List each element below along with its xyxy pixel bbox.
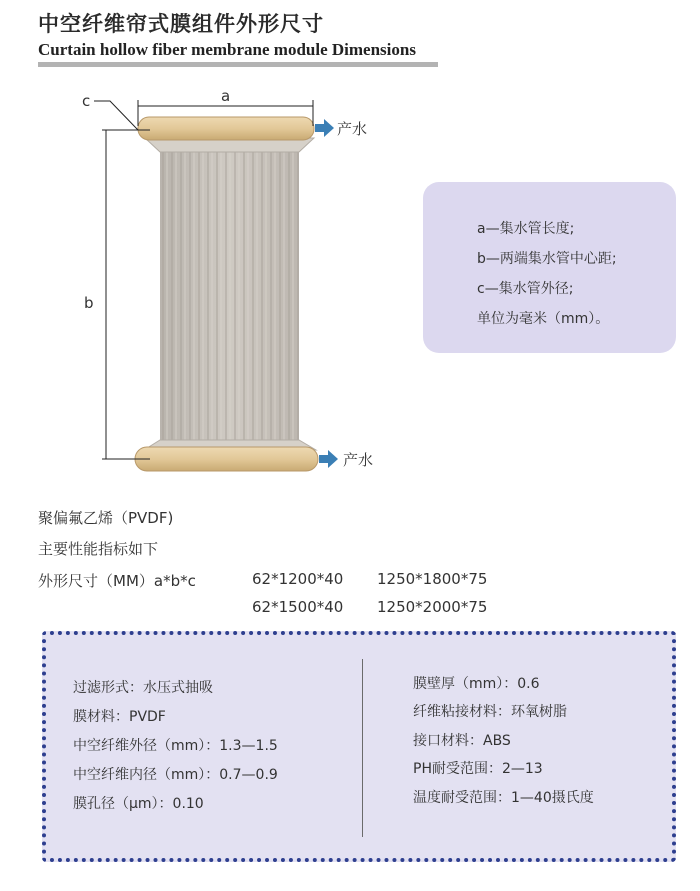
outlet-top-label: 产水 — [337, 120, 368, 138]
outlet-bottom-label: 产水 — [343, 451, 374, 469]
label-a: a — [221, 87, 231, 105]
legend-a: a—集水管长度; — [477, 221, 575, 237]
spec-item: PH耐受范围：2—13 — [413, 761, 543, 777]
legend-c: c—集水管外径; — [477, 281, 574, 297]
membrane-module-diagram — [0, 70, 420, 480]
dimension-value: 1250*1800*75 — [377, 570, 488, 588]
bottom-outlet-arrow-icon — [319, 450, 338, 468]
label-b: b — [84, 294, 94, 312]
spec-item: 接口材料：ABS — [413, 733, 511, 749]
page-title: 中空纤维帘式膜组件外形尺寸 — [38, 12, 324, 36]
top-outlet-arrow-icon — [315, 119, 334, 137]
page-subtitle: Curtain hollow fiber membrane module Dimensions — [38, 40, 416, 59]
dimension-c-leader — [94, 101, 138, 130]
spec-item: 温度耐受范围：1—40摄氏度 — [413, 790, 594, 806]
spec-item: 过滤形式：水压式抽吸 — [73, 680, 213, 696]
legend-unit: 单位为毫米（mm）。 — [477, 311, 610, 327]
indicators-heading: 主要性能指标如下 — [38, 540, 159, 558]
dimensions-label: 外形尺寸（MM）a*b*c — [38, 572, 196, 590]
fiber-pattern — [160, 148, 299, 442]
spec-panel — [42, 631, 676, 862]
spec-item: 膜孔径（μm）：0.10 — [73, 796, 204, 812]
dimension-b — [102, 130, 150, 459]
spec-item: 膜材料：PVDF — [73, 709, 166, 725]
title-underline — [38, 62, 438, 67]
dimension-value: 62*1500*40 — [252, 598, 344, 616]
label-c: c — [82, 92, 91, 110]
dimension-legend — [423, 182, 676, 353]
top-header-pipe — [138, 117, 314, 140]
spec-divider — [362, 659, 363, 837]
bottom-header-pipe — [135, 447, 318, 471]
spec-item: 膜壁厚（mm）：0.6 — [413, 676, 540, 692]
dimension-value: 62*1200*40 — [252, 570, 344, 588]
spec-item: 中空纤维内径（mm）：0.7—0.9 — [73, 767, 278, 783]
material-line: 聚偏氟乙烯（PVDF) — [38, 509, 174, 527]
spec-item: 中空纤维外径（mm）：1.3—1.5 — [73, 738, 278, 754]
spec-item: 纤维粘接材料：环氧树脂 — [413, 704, 567, 720]
dimension-value: 1250*2000*75 — [377, 598, 488, 616]
legend-b: b—两端集水管中心距; — [477, 251, 617, 267]
